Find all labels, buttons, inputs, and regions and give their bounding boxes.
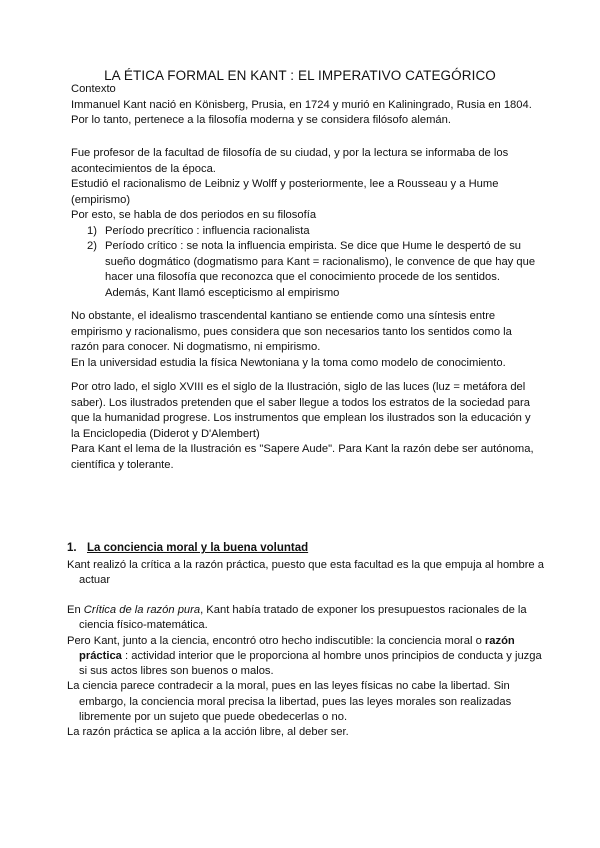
- paragraph-professor: Fue profesor de la facultad de filosofía de su ciudad, y por la lectura se informaba de los acontecimientos de la época.: [71, 147, 509, 175]
- periods-list: [71, 224, 541, 302]
- paragraph-moral-conscience: Pero Kant, junto a la ciencia, encontró otro hecho indiscutible: la conciencia moral o razón práctica : actividad interior que le proporciona al hombre unos principios de conducta y juzga si sus actos libres son buenos o malos.: [67, 634, 542, 678]
- list-item: [71, 224, 541, 240]
- synthesis-block: [71, 309, 541, 371]
- paragraph-pure-reason: En Crítica de la razón pura, Kant había tratado de exponer los presupuestos racionales de la ciencia físico-matemática.: [67, 604, 527, 632]
- bold-term: razón práctica: [79, 634, 515, 662]
- paragraph-periods-intro: Por esto, se habla de dos periodos en su filosofía: [71, 209, 317, 221]
- book-title: Crítica de la razón pura: [83, 604, 201, 616]
- list-item-text: Período crítico : se nota la influencia empirista. Se dice que Hume le despertó de su sueño dogmático (dogmatismo para Kant = racionalismo), le convence de que hay que hacer una filosofía que reconozca que el conocimiento procede de los sentidos. Además, Kant llamó escepticismo al empirismo: [105, 240, 536, 299]
- paragraph-synthesis: No obstante, el idealismo trascendental kantiano se entiende como una síntesis entre empirismo y racionalismo, pues considera que son necesarios tanto los sentidos como la razón para conocer. Ni dogmatismo, ni empirismo.: [71, 310, 512, 353]
- paragraph-birth: Immanuel Kant nació en Könisberg, Prusia, en 1724 y murió en Kaliningrado, Rusia en 1804. Por lo tanto, pertenece a la filosofía moderna y se considera filósofo alemán.: [71, 98, 532, 126]
- section-heading: [67, 542, 308, 554]
- list-number: 2): [87, 240, 97, 252]
- paragraph-free-action: La razón práctica se aplica a la acción libre, al deber ser.: [67, 726, 349, 739]
- paragraph-enlightenment: Por otro lado, el siglo XVIII es el siglo de la Ilustración, siglo de las luces (luz = metáfora del saber). Los ilustrados pretenden que el saber llegue a todos los estratos de la sociedad para que la humanidad progrese. Los instrumentos que emplean los ilustrados son la educación y la Enciclopedia (Diderot y D'Alembert): [71, 381, 531, 440]
- section-title: La conciencia moral y la buena voluntad: [87, 542, 309, 554]
- section-body-1: [67, 558, 545, 589]
- document-title: LA ÉTICA FORMAL EN KANT : EL IMPERATIVO CATEGÓRICO: [104, 68, 496, 83]
- paragraph-newton: En la universidad estudia la física Newtoniana y la toma como modelo de conocimiento.: [71, 356, 506, 369]
- paragraph-practical-reason: Kant realizó la crítica a la razón práctica, puesto que esta facultad es la que empuja al hombre a actuar: [67, 559, 544, 587]
- paragraph-sapere-aude: Para Kant el lema de la Ilustración es "Sapere Aude". Para Kant la razón debe ser autónoma, científica y tolerante.: [71, 443, 534, 471]
- section-body-2: [67, 603, 545, 741]
- enlightenment-block: [71, 380, 541, 473]
- context-block: [71, 82, 541, 129]
- career-block: [71, 146, 541, 301]
- list-item: [71, 239, 541, 301]
- paragraph-studies: Estudió el racionalismo de Leibniz y Wolff y posteriormente, lee a Rousseau y a Hume (empirismo): [71, 178, 499, 206]
- list-item-text: Período precrítico : influencia racionalista: [105, 224, 310, 237]
- section-number: 1.: [67, 542, 77, 554]
- context-label: Contexto: [71, 83, 116, 95]
- paragraph-freedom: La ciencia parece contradecir a la moral, pues en las leyes físicas no cabe la libertad. Sin embargo, la conciencia moral precisa la libertad, pues las leyes morales son realizadas libremente por un sujeto que puede obedecerlas o no.: [67, 680, 512, 724]
- list-number: 1): [87, 224, 97, 237]
